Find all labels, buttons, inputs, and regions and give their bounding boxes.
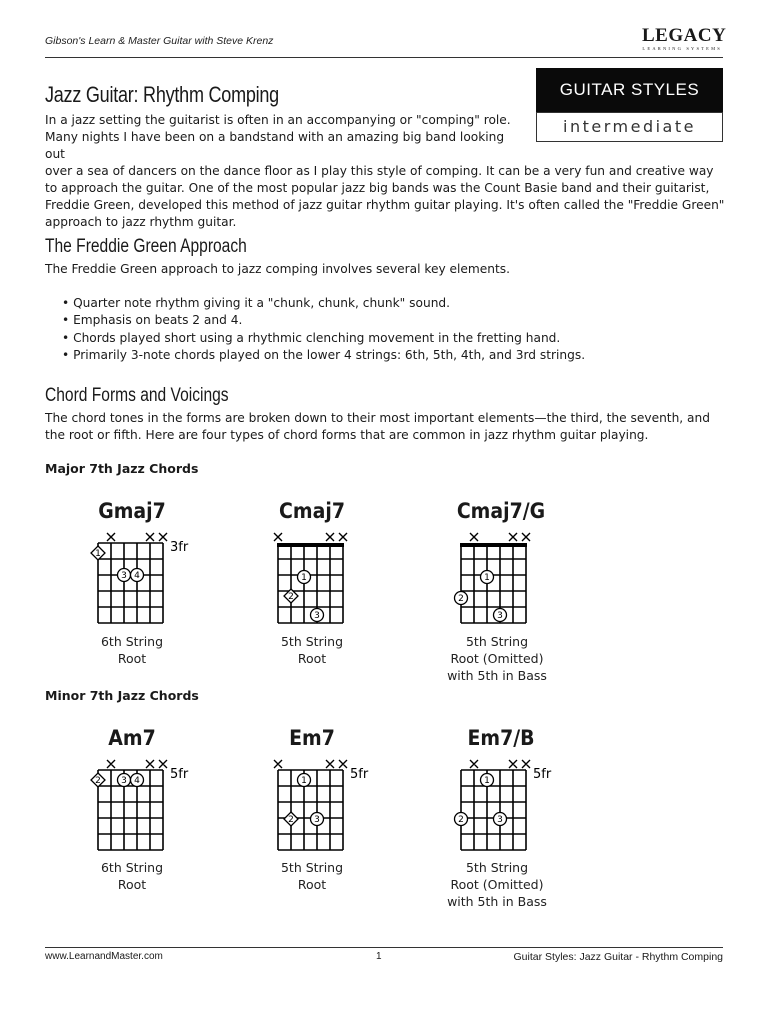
chord-name-cmaj7-over-g: Cmaj7/G bbox=[456, 499, 546, 523]
finger-number: 1 bbox=[484, 573, 490, 583]
logo-sub-text: LEARNING SYSTEMS bbox=[642, 46, 722, 51]
caption-line: Root bbox=[117, 651, 147, 666]
chord-name-em7: Em7 bbox=[289, 726, 335, 750]
fret-label: 5fr bbox=[170, 767, 189, 782]
nut bbox=[277, 543, 344, 547]
caption-line: 5th String bbox=[465, 634, 529, 649]
finger-number: 3 bbox=[497, 611, 503, 621]
caption-line: 5th String bbox=[465, 860, 529, 875]
chord-name-am7: Am7 bbox=[108, 726, 156, 750]
chord-name-cmaj7: Cmaj7 bbox=[279, 499, 345, 523]
chord-name-gmaj7: Gmaj7 bbox=[98, 499, 166, 523]
finger-number: 4 bbox=[134, 571, 140, 581]
chord-caption-em7 bbox=[242, 859, 382, 893]
list-item: • Quarter note rhythm giving it a "chunk, chunk, chunk" sound. bbox=[62, 295, 585, 312]
finger-number: 1 bbox=[484, 776, 490, 786]
finger-number: 3 bbox=[314, 815, 320, 825]
caption-line: 6th String bbox=[100, 634, 164, 649]
list-item: • Emphasis on beats 2 and 4. bbox=[62, 312, 585, 329]
chord-caption-em7-over-b bbox=[427, 859, 567, 910]
intro-line-1: In a jazz setting the guitarist is often in an accompanying or "comping" role. bbox=[45, 113, 511, 127]
chord-caption-gmaj7 bbox=[62, 633, 202, 667]
section-heading-chord-forms: Chord Forms and Voicings bbox=[45, 385, 229, 406]
chord-caption-am7 bbox=[62, 859, 202, 893]
footer-section-title: Guitar Styles: Jazz Guitar - Rhythm Comping bbox=[513, 951, 723, 963]
chord-diagram-gmaj7 bbox=[80, 528, 200, 628]
fret-label: 3fr bbox=[170, 540, 189, 555]
fret-label: 5fr bbox=[350, 767, 369, 782]
finger-number: 3 bbox=[314, 611, 320, 621]
caption-line: 6th String bbox=[100, 860, 164, 875]
finger-number: 1 bbox=[301, 573, 307, 583]
chord-caption-cmaj7 bbox=[242, 633, 382, 667]
fret-label: 5fr bbox=[533, 767, 552, 782]
finger-number: 2 bbox=[288, 815, 294, 825]
chord-diagram-cmaj7-over-g bbox=[443, 528, 563, 628]
caption-line: Root bbox=[297, 877, 327, 892]
minor-7th-label: Minor 7th Jazz Chords bbox=[45, 688, 199, 703]
chord-caption-cmaj7-over-g bbox=[427, 633, 567, 684]
finger-number: 3 bbox=[121, 571, 127, 581]
finger-number: 3 bbox=[497, 815, 503, 825]
list-item: • Chords played short using a rhythmic clenching movement in the fretting hand. bbox=[62, 330, 585, 347]
caption-line: Root (Omitted) bbox=[450, 651, 544, 666]
intro-rest: over a sea of dancers on the dance floor as I play this style of comping. It can be a very fun and creative way to approach the guitar. One of the most popular jazz big bands was the Count Basie band and their guitarist, Freddie Green, developed this method of jazz guitar rhythm guitar playing. It's often called the "Freddie Green" approach to jazz rhythm guitar. bbox=[45, 164, 725, 229]
freddie-green-bullet-list bbox=[62, 295, 585, 364]
badge-category: GUITAR STYLES bbox=[536, 68, 723, 112]
header-rule bbox=[45, 57, 723, 58]
section2-text: The chord tones in the forms are broken down to their most important elements—the third, the seventh, and the root or fifth. Here are four types of chord forms that are common in jazz rhythm guitar playing. bbox=[45, 411, 710, 442]
chord-diagram-em7 bbox=[260, 755, 380, 855]
badge-level: intermediate bbox=[536, 112, 723, 142]
major-7th-label: Major 7th Jazz Chords bbox=[45, 461, 199, 476]
finger-number: 2 bbox=[458, 594, 464, 604]
intro-line-2: Many nights I have been on a bandstand with an amazing big band looking out bbox=[45, 130, 505, 161]
chord-diagram-cmaj7 bbox=[260, 528, 380, 628]
intro-paragraph bbox=[45, 112, 725, 231]
chord-name-em7-over-b: Em7/B bbox=[467, 726, 535, 750]
finger-number: 2 bbox=[458, 815, 464, 825]
header-book-title: Gibson's Learn & Master Guitar with Steve Krenz bbox=[45, 35, 274, 47]
finger-number: 1 bbox=[95, 549, 101, 559]
finger-number: 4 bbox=[134, 776, 140, 786]
chord-diagram-em7-over-b bbox=[443, 755, 563, 855]
legacy-logo bbox=[642, 25, 727, 54]
finger-number: 2 bbox=[288, 592, 294, 602]
caption-line: Root (Omitted) bbox=[450, 877, 544, 892]
logo-main-text: LEGACY bbox=[642, 25, 727, 46]
caption-line: with 5th in Bass bbox=[447, 894, 547, 909]
finger-number: 2 bbox=[95, 776, 101, 786]
chord-diagram-am7 bbox=[80, 755, 200, 855]
footer-website-link[interactable]: www.LearnandMaster.com bbox=[45, 951, 163, 962]
caption-line: Root bbox=[297, 651, 327, 666]
caption-line: 5th String bbox=[280, 634, 344, 649]
section-heading-freddie-green: The Freddie Green Approach bbox=[45, 236, 247, 257]
list-item: • Primarily 3-note chords played on the lower 4 strings: 6th, 5th, 4th, and 3rd strings. bbox=[62, 347, 585, 364]
nut bbox=[460, 543, 527, 547]
caption-line: 5th String bbox=[280, 860, 344, 875]
section1-text: The Freddie Green approach to jazz comping involves several key elements. bbox=[45, 262, 511, 276]
finger-number: 3 bbox=[121, 776, 127, 786]
caption-line: Root bbox=[117, 877, 147, 892]
page-number: 1 bbox=[376, 951, 382, 962]
finger-number: 1 bbox=[301, 776, 307, 786]
footer-rule bbox=[45, 947, 723, 948]
caption-line: with 5th in Bass bbox=[447, 668, 547, 683]
page-title: Jazz Guitar: Rhythm Comping bbox=[45, 82, 279, 107]
